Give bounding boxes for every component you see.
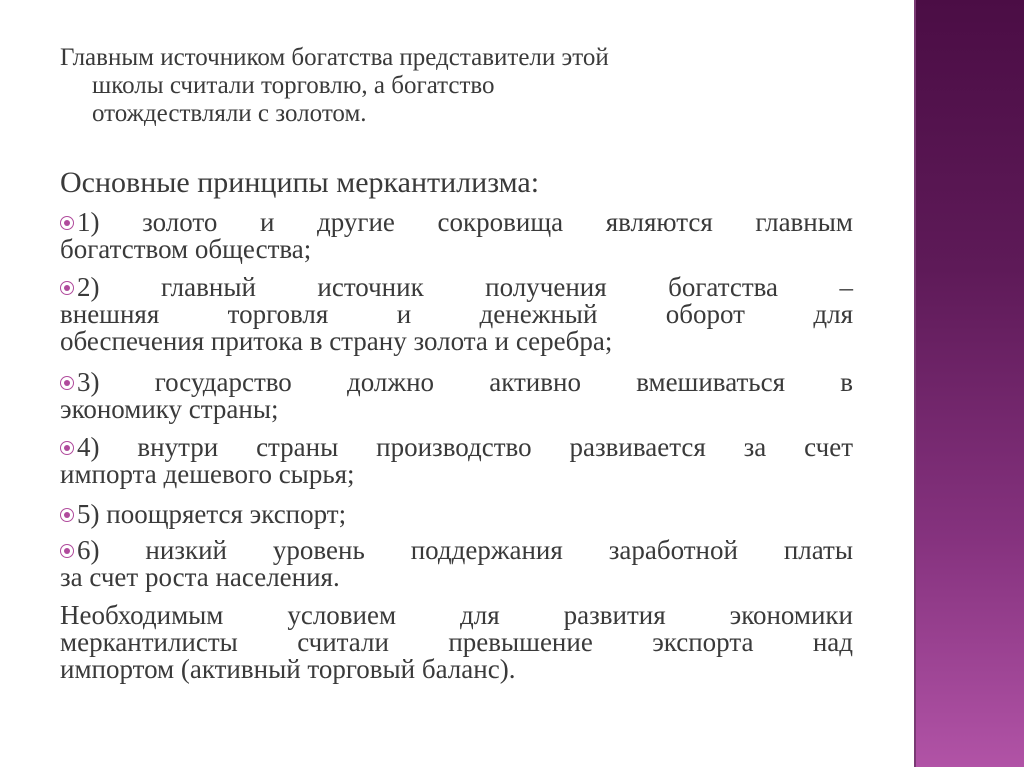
conclusion-paragraph xyxy=(60,602,853,683)
list-item-line xyxy=(60,369,853,396)
list-item-line xyxy=(60,236,853,263)
bullet-icon xyxy=(60,216,74,230)
conclusion-line: импортом (активный торговый баланс). xyxy=(60,654,516,684)
list-item-line xyxy=(60,537,853,564)
slide-heading: Основные принципы меркантилизма: xyxy=(60,166,540,199)
conclusion-line: меркантилисты считали превышение экспорта над xyxy=(60,627,853,657)
intro-line: отождествляли с золотом. xyxy=(92,100,367,127)
list-item-text: 3) государство должно активно вмешиваться в xyxy=(77,367,853,397)
decorative-side-bar xyxy=(914,0,1024,767)
list-item-line xyxy=(60,396,853,423)
list-item-text: 5) поощряется экспорт; xyxy=(77,499,347,529)
list-item xyxy=(60,537,853,591)
list-item xyxy=(60,434,853,488)
list-item-text: экономику страны; xyxy=(60,394,279,424)
list-item-text: обеспечения притока в страну золота и серебра; xyxy=(60,326,613,356)
list-item-text: 2) главный источник получения богатства – xyxy=(77,272,853,302)
list-item xyxy=(60,209,853,263)
intro-line: Главным источником богатства представители этой xyxy=(60,44,609,71)
bullet-icon xyxy=(60,508,74,522)
bullet-icon xyxy=(60,544,74,558)
list-item-text: внешняя торговля и денежный оборот для xyxy=(60,299,853,329)
list-item-line xyxy=(60,209,853,236)
list-item-line xyxy=(60,328,853,355)
list-item xyxy=(60,274,853,355)
list-item-line xyxy=(60,274,853,301)
list-item xyxy=(60,501,853,528)
list-item-line xyxy=(60,501,853,528)
list-item-text: за счет роста населения. xyxy=(60,562,340,592)
list-item-text: 6) низкий уровень поддержания заработной платы xyxy=(77,535,853,565)
list-item xyxy=(60,369,853,423)
bullet-icon xyxy=(60,441,74,455)
bullet-icon xyxy=(60,281,74,295)
list-item-text: 1) золото и другие сокровища являются главным xyxy=(77,207,853,237)
list-item-text: богатством общества; xyxy=(60,234,312,264)
list-item-text: 4) внутри страны производство развивается за счет xyxy=(77,432,853,462)
conclusion-line: Необходимым условием для развития экономики xyxy=(60,600,853,630)
intro-line: школы считали торговлю, а богатство xyxy=(92,72,495,99)
list-item-text: импорта дешевого сырья; xyxy=(60,459,355,489)
bullet-icon xyxy=(60,376,74,390)
intro-paragraph xyxy=(60,44,853,128)
list-item-line xyxy=(60,461,853,488)
list-item-line xyxy=(60,564,853,591)
list-item-line xyxy=(60,434,853,461)
list-item-line xyxy=(60,301,853,328)
